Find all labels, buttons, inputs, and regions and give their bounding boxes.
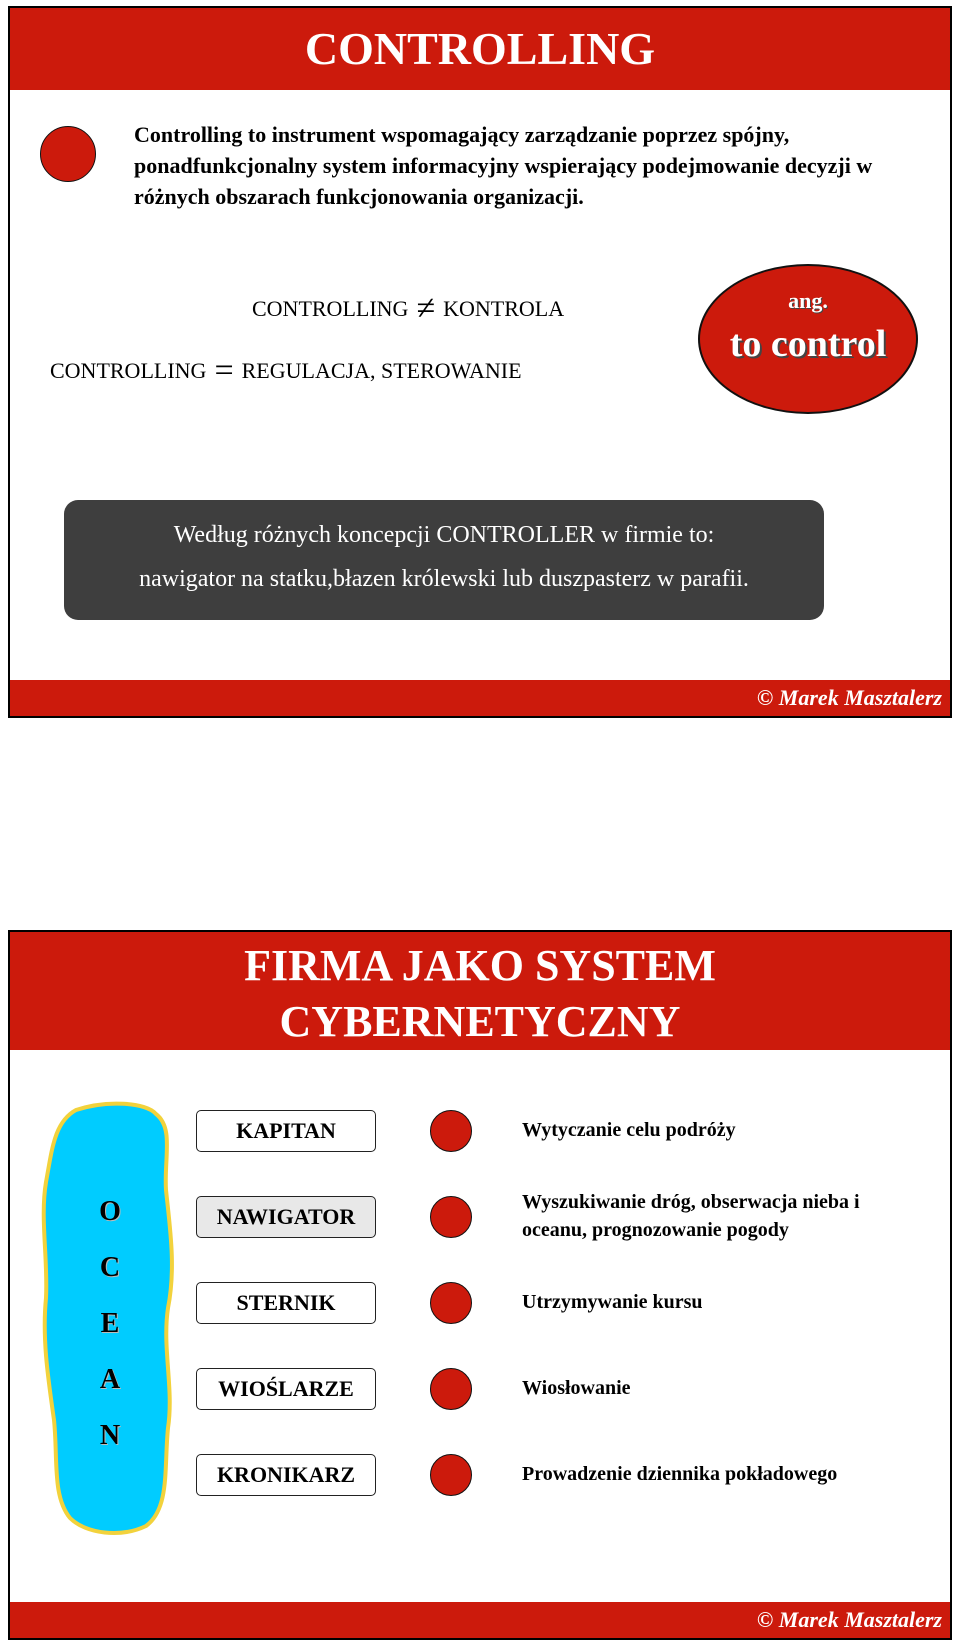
definition-text: Controlling to instrument wspomagający zarządzanie poprzez spójny, ponadfunkcjonalny system informacyjny wspierający podejmowanie decyzji w różnych obszarach funkcjonowania organizacji. xyxy=(134,122,873,209)
controller-note-box xyxy=(64,500,824,620)
translation-word: to control xyxy=(729,323,887,365)
equation-left: CONTROLLING xyxy=(50,358,207,383)
equal-symbol: = xyxy=(214,352,234,389)
not-equal-symbol: ≠ xyxy=(416,290,436,327)
role-box-nawigator: NAWIGATOR xyxy=(196,1196,376,1238)
role-description: Wytyczanie celu podróży xyxy=(522,1119,736,1141)
equation-left: CONTROLLING xyxy=(252,296,409,321)
language-label: ang. xyxy=(788,288,828,313)
slide-controlling xyxy=(8,6,952,718)
slide-cybernetic-system xyxy=(8,930,952,1640)
role-box-kapitan: KAPITAN xyxy=(196,1110,376,1152)
role-description: Utrzymywanie kursu xyxy=(522,1291,703,1313)
bullet-dot-icon xyxy=(40,126,96,182)
bullet-dot-icon xyxy=(430,1368,472,1410)
role-box-sternik: STERNIK xyxy=(196,1282,376,1324)
equation-right: KONTROLA xyxy=(443,296,565,321)
bullet-dot-icon xyxy=(430,1196,472,1238)
title-line: CYBERNETYCZNY xyxy=(279,997,681,1046)
ocean-letter: N xyxy=(99,1420,121,1451)
equation-equal xyxy=(50,352,522,390)
slide-footer: © Marek Masztalerz xyxy=(10,1602,950,1638)
bullet-dot-icon xyxy=(430,1110,472,1152)
slide-title xyxy=(10,932,950,1050)
role-description: Wyszukiwanie dróg, obserwacja nieba i oceanu, prognozowanie pogody xyxy=(522,1191,860,1241)
ocean-letter: O xyxy=(99,1196,121,1227)
role-description: Prowadzenie dziennika pokładowego xyxy=(522,1463,838,1485)
equation-right: REGULACJA, STEROWANIE xyxy=(241,358,522,383)
slide-title: CONTROLLING xyxy=(10,8,950,90)
bullet-dot-icon xyxy=(430,1454,472,1496)
note-line: nawigator na statku,błazen królewski lub duszpasterz w parafii. xyxy=(139,566,749,592)
equation-not-equal xyxy=(252,290,564,328)
translation-oval xyxy=(698,264,918,414)
role-box-kronikarz: KRONIKARZ xyxy=(196,1454,376,1496)
ocean-label xyxy=(70,1184,150,1464)
role-box-wioslarze: WIOŚLARZE xyxy=(196,1368,376,1410)
ocean-letter: C xyxy=(99,1252,121,1283)
note-line: Według różnych koncepcji CONTROLLER w firmie to: xyxy=(173,522,715,548)
ocean-letter: A xyxy=(99,1364,121,1395)
slide-footer: © Marek Masztalerz xyxy=(10,680,950,716)
title-line: FIRMA JAKO SYSTEM xyxy=(244,941,716,990)
ocean-letter: E xyxy=(100,1308,120,1339)
bullet-dot-icon xyxy=(430,1282,472,1324)
role-description: Wiosłowanie xyxy=(522,1377,631,1399)
